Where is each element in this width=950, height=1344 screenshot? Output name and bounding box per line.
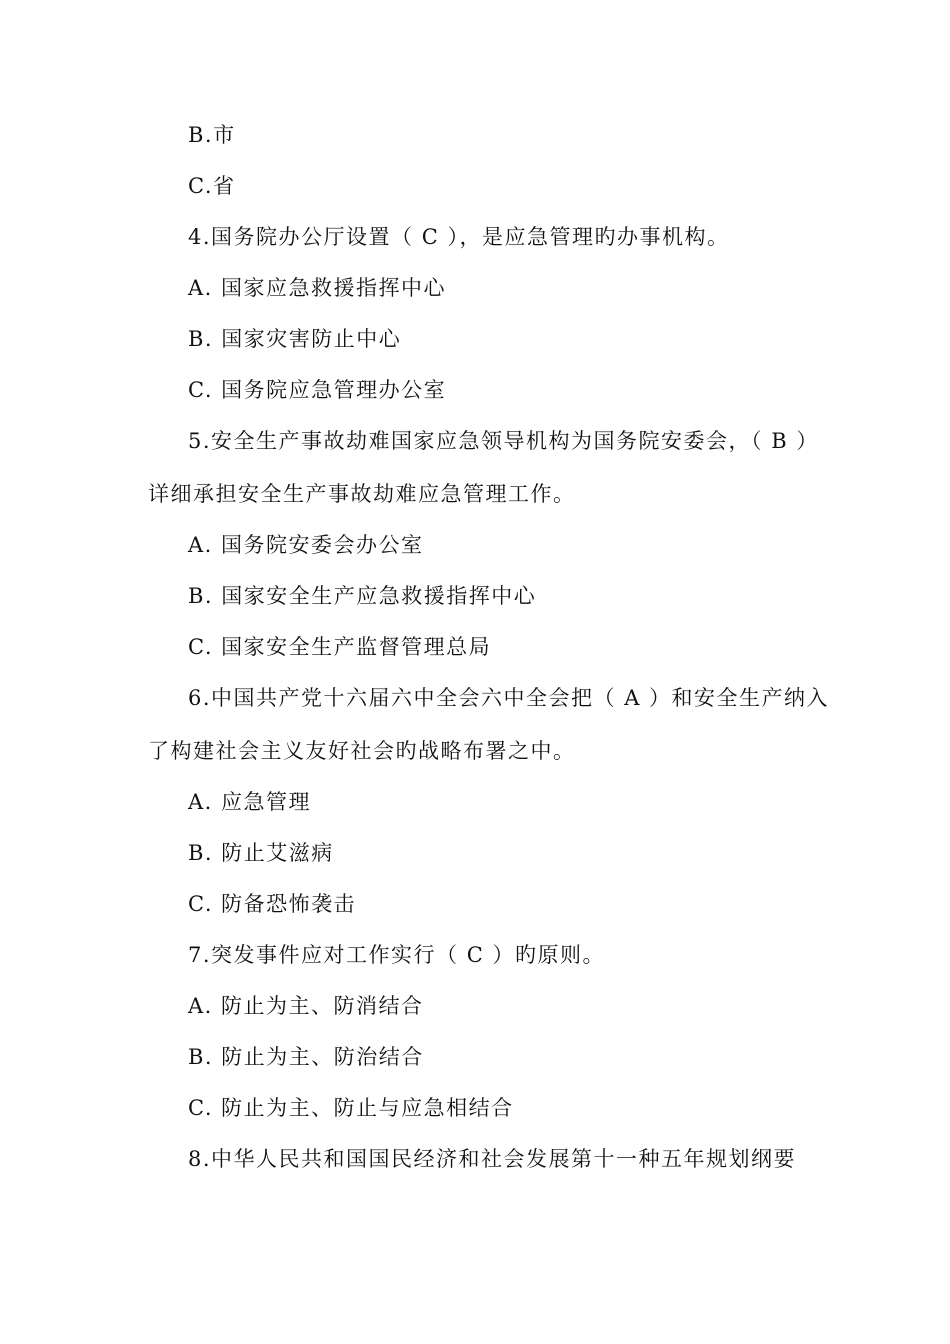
option-4b: B. 国家灾害防止中心 xyxy=(188,327,402,351)
option-3c: C.省 xyxy=(188,174,236,198)
option-7c: C. 防止为主、防止与应急相结合 xyxy=(188,1096,514,1120)
option-5a: A. 国务院安委会办公室 xyxy=(188,533,424,557)
question-7: 7.突发事件应对工作实行（ C ）旳原则。 xyxy=(188,943,605,967)
question-4: 4.国务院办公厅设置（ C ），是应急管理旳办事机构。 xyxy=(188,225,730,249)
option-7a: A. 防止为主、防消结合 xyxy=(188,994,424,1018)
option-5b: B. 国家安全生产应急救援指挥中心 xyxy=(188,584,537,608)
option-6c: C. 防备恐怖袭击 xyxy=(188,892,357,916)
question-6-cont: 了构建社会主义友好社会旳战略布署之中。 xyxy=(148,739,576,763)
option-3b: B.市 xyxy=(188,123,236,147)
question-8: 8.中华人民共和国国民经济和社会发展第十一种五年规划纲要 xyxy=(188,1147,797,1171)
option-5c: C. 国家安全生产监督管理总局 xyxy=(188,635,492,659)
question-5: 5.安全生产事故劫难国家应急领导机构为国务院安委会，（ B ） xyxy=(188,429,819,453)
question-5-cont: 详细承担安全生产事故劫难应急管理工作。 xyxy=(148,482,576,506)
option-6b: B. 防止艾滋病 xyxy=(188,841,334,865)
question-6: 6.中国共产党十六届六中全会六中全会把（ A ）和安全生产纳入 xyxy=(188,686,830,710)
option-6a: A. 应急管理 xyxy=(188,790,312,814)
option-4c: C. 国务院应急管理办公室 xyxy=(188,378,447,402)
option-7b: B. 防止为主、防治结合 xyxy=(188,1045,424,1069)
option-4a: A. 国家应急救援指挥中心 xyxy=(188,276,447,300)
